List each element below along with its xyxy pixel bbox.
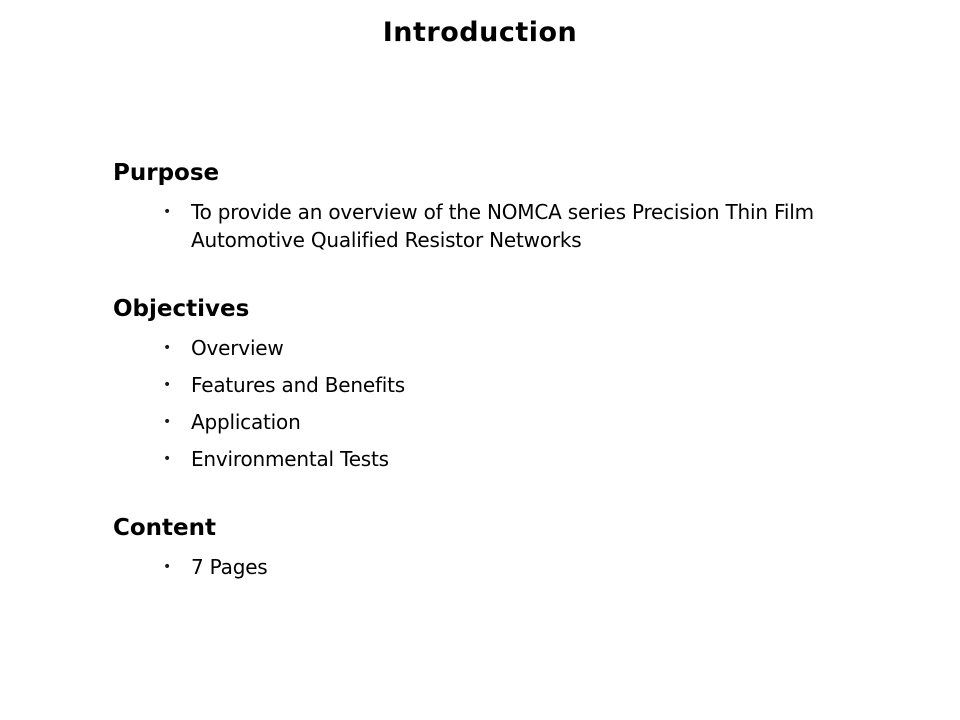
bullet-icon: • — [163, 340, 172, 356]
bullet-text: Environmental Tests — [191, 447, 389, 471]
bullet-icon: • — [163, 414, 172, 430]
section-purpose — [113, 158, 960, 254]
list-item — [163, 371, 960, 399]
bullet-icon: • — [163, 559, 172, 575]
section-heading-purpose: Purpose — [113, 160, 220, 186]
section-heading-objectives: Objectives — [113, 296, 250, 322]
bullet-icon: • — [163, 377, 172, 393]
list-item — [163, 334, 960, 362]
bullet-icon: • — [163, 204, 172, 220]
bullet-text: 7 Pages — [191, 555, 268, 579]
bullet-text: To provide an overview of the NOMCA series Precision Thin Film Automotive Qualified Resistor Networks — [191, 200, 814, 252]
slide-title: Introduction — [382, 17, 578, 48]
list-item — [163, 408, 960, 436]
bullet-list-purpose — [113, 198, 960, 254]
bullet-list-objectives — [113, 334, 960, 473]
section-objectives — [113, 294, 960, 473]
bullet-text: Application — [191, 410, 301, 434]
list-item — [163, 553, 960, 581]
bullet-list-content — [113, 553, 960, 581]
bullet-text: Features and Benefits — [191, 373, 406, 397]
bullet-text: Overview — [191, 336, 284, 360]
section-content — [113, 513, 960, 581]
section-heading-content: Content — [113, 515, 217, 541]
list-item — [163, 198, 960, 254]
list-item — [163, 445, 960, 473]
bullet-icon: • — [163, 451, 172, 467]
